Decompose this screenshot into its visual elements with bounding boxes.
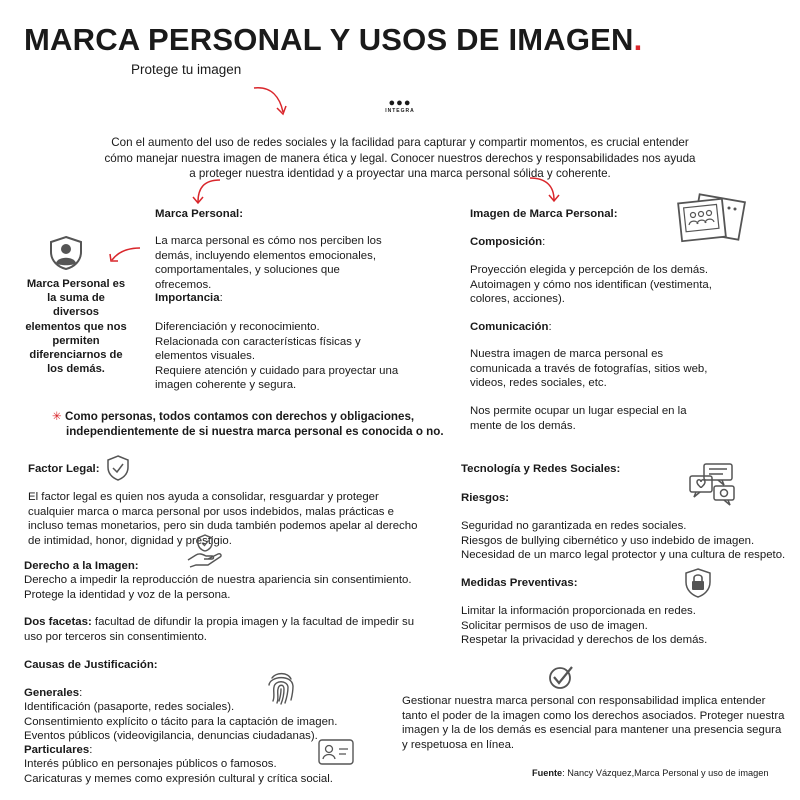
riesgos-list [461, 519, 791, 563]
derecho-imagen-heading: Derecho a la Imagen: [24, 560, 139, 572]
side-note: Marca Personal es la suma de diversos elementos que nos permiten diferenciarnos de los demás. [25, 278, 127, 376]
generales-heading: Generales [24, 687, 80, 699]
check-circle-icon [548, 664, 574, 690]
particulares-heading-line [24, 743, 92, 758]
asterisk-icon: ✳ [52, 410, 62, 423]
marca-personal-heading: Marca Personal: [155, 208, 243, 220]
photos-icon [674, 194, 748, 246]
source-text: : Nancy Vázquez,Marca Personal y uso de imagen [562, 768, 769, 778]
callout [52, 410, 444, 439]
particulares-heading: Particulares [24, 744, 90, 756]
hand-shield-icon [186, 534, 224, 568]
derecho-imagen-list [24, 573, 424, 602]
composicion-list [470, 263, 720, 307]
composicion-heading: Composición [470, 236, 543, 248]
source-note [532, 768, 768, 778]
comunicacion-colon: : [548, 321, 552, 333]
title-dot: . [633, 22, 643, 57]
generales-list [24, 700, 404, 744]
marca-personal-body: La marca personal es cómo nos perciben los demás, incluyendo elementos emocionales, comportamentales, y soluciones que ofrecemos. [155, 235, 382, 291]
particulares-colon: : [89, 744, 93, 756]
generales-heading-line [24, 686, 82, 701]
callout-line-1-text: Como personas, todos contamos con derechos y obligaciones, [64, 410, 415, 423]
callout-line-1 [52, 410, 444, 425]
dos-facetas-body: facultad de difundir la propia imagen y la facultad de impedir su uso por terceros sin consentimiento. [24, 616, 415, 643]
importancia-list [155, 320, 400, 393]
tecnologia-heading: Tecnología y Redes Sociales: [461, 463, 621, 475]
importancia-heading-line [155, 291, 223, 306]
logo-brand: INTEGRA [385, 108, 415, 114]
comunicacion-body-2: Nos permite ocupar un lugar especial en la mente de los demás. [470, 405, 687, 432]
list-item: Eventos públicos (videovigilancia, denuncias ciudadanas). [24, 730, 318, 742]
logo-dots: ●●● [388, 97, 412, 109]
lock-shield-icon [684, 568, 712, 598]
medidas-heading: Medidas Preventivas: [461, 577, 578, 589]
list-item: Identificación (pasaporte, redes sociales). [24, 701, 235, 713]
list-item: Requiere atención y cuidado para proyectar una imagen coherente y segura. [155, 364, 399, 391]
page-title [24, 22, 642, 58]
title-text: MARCA PERSONAL Y USOS DE IMAGEN [24, 22, 634, 57]
comunicacion-heading-line [470, 320, 552, 335]
curved-arrow-icon [250, 86, 290, 120]
composicion-colon: : [542, 236, 546, 248]
source-label: Fuente [532, 768, 563, 778]
causas-heading: Causas de Justificación: [24, 659, 158, 671]
generales-colon: : [79, 687, 83, 699]
list-item: Seguridad no garantizada en redes sociales. [461, 520, 687, 532]
comunicacion-body: Nuestra imagen de marca personal es comunicada a través de fotografías, sitios web, videos, redes sociales, etc. [470, 348, 708, 389]
list-item: Limitar la información proporcionada en redes. [461, 605, 696, 617]
list-item: Caricaturas y memes como expresión cultural y crítica social. [24, 772, 333, 785]
list-item: Derecho a impedir la reproducción de nuestra apariencia sin consentimiento. [24, 574, 412, 586]
comunicacion-heading: Comunicación [470, 321, 549, 333]
intro-paragraph: Con el aumento del uso de redes sociales y la facilidad para capturar y compartir momentos, es crucial entender cómo manejar nuestra imagen de manera ética y legal. Conocer nuestros derechos y responsabilidades nos ayuda a proteger nuestra identidad y a proyectar una marca personal sólida y coherente. [104, 136, 696, 180]
callout-line-2: independientemente de si nuestra marca personal es conocida o no. [66, 424, 444, 438]
list-item: Solicitar permisos de uso de imagen. [461, 619, 648, 632]
side-arrow-icon [106, 246, 142, 266]
right-branch-arrow-icon [528, 176, 562, 204]
list-item: Consentimiento explícito o tácito para la captación de imagen. [24, 715, 338, 728]
factor-legal-heading: Factor Legal: [28, 463, 100, 475]
list-item: Proyección elegida y percepción de los demás. [470, 264, 709, 276]
factor-legal-body: El factor legal es quien nos ayuda a consolidar, resguardar y proteger cualquier marca o marca personal por usos indebidos, malas prácticas e incluso temas monetarios, pero sin duda también podemos apelar al derecho de intimidad, honor, dignidad y prestigio. [28, 491, 418, 547]
shield-check-icon [106, 455, 130, 481]
subtitle: Protege tu imagen [131, 62, 242, 77]
dos-facetas [24, 615, 434, 644]
composicion-heading-line [470, 235, 545, 250]
list-item: Interés público en personajes públicos o famosos. [24, 758, 277, 770]
imagen-marca-heading: Imagen de Marca Personal: [470, 208, 618, 220]
left-branch-arrow-icon [190, 178, 224, 206]
dos-facetas-heading: Dos facetas: [24, 616, 92, 628]
integra-logo [382, 98, 418, 114]
chat-bubbles-icon [688, 462, 736, 506]
list-item: Respetar la privacidad y derechos de los demás. [461, 634, 708, 646]
conclusion-paragraph: Gestionar nuestra marca personal con responsabilidad implica entender tanto el poder de la imagen como los derechos asociados. Proteger nuestra imagen y la de los demás es esencial para mantener una presencia segura y respetuosa en línea. [402, 695, 785, 751]
importancia-colon: : [219, 292, 223, 304]
list-item: Diferenciación y reconocimiento. [155, 321, 320, 333]
list-item: Autoimagen y cómo nos identifican (vestimenta, colores, acciones). [470, 278, 712, 305]
particulares-list [24, 757, 404, 786]
user-shield-icon [48, 236, 84, 270]
list-item: Necesidad de un marco legal protector y una cultura de respeto. [461, 549, 786, 561]
list-item: Relacionada con características físicas y elementos visuales. [155, 335, 361, 362]
riesgos-heading: Riesgos: [461, 492, 510, 504]
list-item: Protege la identidad y voz de la persona. [24, 588, 231, 601]
importancia-heading: Importancia [155, 292, 220, 304]
medidas-list [461, 604, 791, 648]
list-item: Riesgos de bullying cibernético y uso indebido de imagen. [461, 534, 755, 547]
